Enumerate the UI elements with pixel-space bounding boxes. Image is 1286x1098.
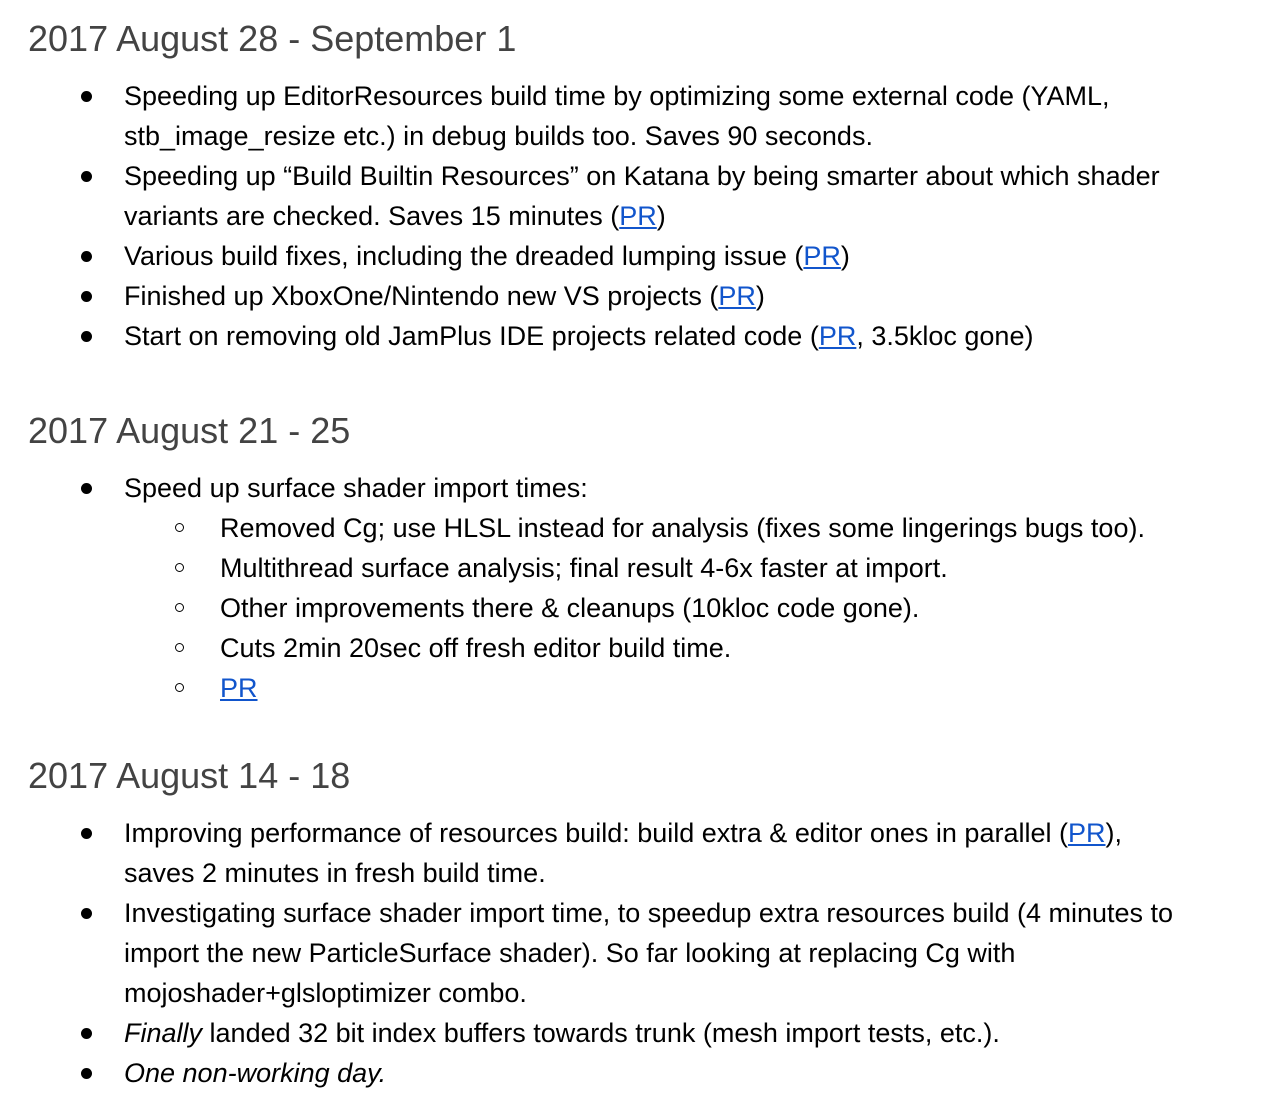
sub-list [124,508,1278,708]
bullet-dot-icon [81,251,92,262]
bullet-list [28,468,1278,708]
bullet-dot-icon [81,1028,92,1039]
bullet-dot-icon [81,91,92,102]
list-item: Various build fixes, including the dreaded lumping issue (PR) [28,236,1278,276]
bullet-dot-icon [81,1068,92,1079]
list-item: Speeding up EditorResources build time by optimizing some external code (YAML, stb_image_resize etc.) in debug builds too. Saves 90 seconds. [28,76,1278,156]
bullet-circle-icon [175,523,184,532]
section-heading: 2017 August 21 - 25 [28,410,351,451]
sub-list-item: Other improvements there & cleanups (10kloc code gone). [28,588,1278,628]
bullet-circle-icon [175,563,184,572]
bullet-dot-icon [81,483,92,494]
sub-list-item: Multithread surface analysis; final result 4-6x faster at import. [28,548,1278,588]
bullet-dot-icon [81,171,92,182]
section-aug-21 [28,406,1278,751]
list-item: Finally landed 32 bit index buffers towards trunk (mesh import tests, etc.). [28,1013,1278,1053]
section-heading: 2017 August 28 - September 1 [28,18,517,59]
sub-list-item: Removed Cg; use HLSL instead for analysis (fixes some lingerings bugs too). [28,508,1278,548]
list-item: One non-working day. [28,1053,1278,1093]
list-item: Speed up surface shader import times: Removed Cg; use HLSL instead for analysis (fixes some lingerings bugs too). Multithread surface analysis; final result 4-6x faster at import. Other improvements there & cleanups (10kloc code gone). Cuts 2min 20sec off fresh editor build time. PR [28,468,1278,708]
list-item: Finished up XboxOne/Nintendo new VS projects (PR) [28,276,1278,316]
list-item: Investigating surface shader import time, to speedup extra resources build (4 minutes to import the new ParticleSurface shader). So far looking at replacing Cg with mojoshader+glsloptimizer combo. [28,893,1278,1013]
bullet-list [28,813,1278,1093]
pr-link[interactable]: PR [1067,818,1106,848]
bullet-list [28,76,1278,356]
section-aug-14 [28,751,1278,1093]
pr-link[interactable]: PR [718,281,756,311]
section-heading: 2017 August 14 - 18 [28,755,351,796]
pr-link[interactable]: PR [619,201,657,231]
list-item: Start on removing old JamPlus IDE projects related code (PR, 3.5kloc gone) [28,316,1278,356]
list-item: Improving performance of resources build: build extra & editor ones in parallel (PR), saves 2 minutes in fresh build time. [28,813,1278,893]
bullet-dot-icon [81,908,92,919]
pr-link[interactable]: PR [818,321,857,351]
bullet-circle-icon [175,643,184,652]
document [28,14,1278,1093]
bullet-dot-icon [81,828,92,839]
pr-link[interactable]: PR [803,241,841,271]
section-aug-28 [28,14,1278,406]
sub-list-item: Cuts 2min 20sec off fresh editor build time. [28,628,1278,668]
bullet-circle-icon [175,683,184,692]
bullet-dot-icon [81,331,92,342]
list-item: Speeding up “Build Builtin Resources” on Katana by being smarter about which shader variants are checked. Saves 15 minutes (PR) [28,156,1278,236]
bullet-dot-icon [81,291,92,302]
bullet-circle-icon [175,603,184,612]
pr-link[interactable]: PR [220,673,258,703]
sub-list-item [28,668,1278,708]
